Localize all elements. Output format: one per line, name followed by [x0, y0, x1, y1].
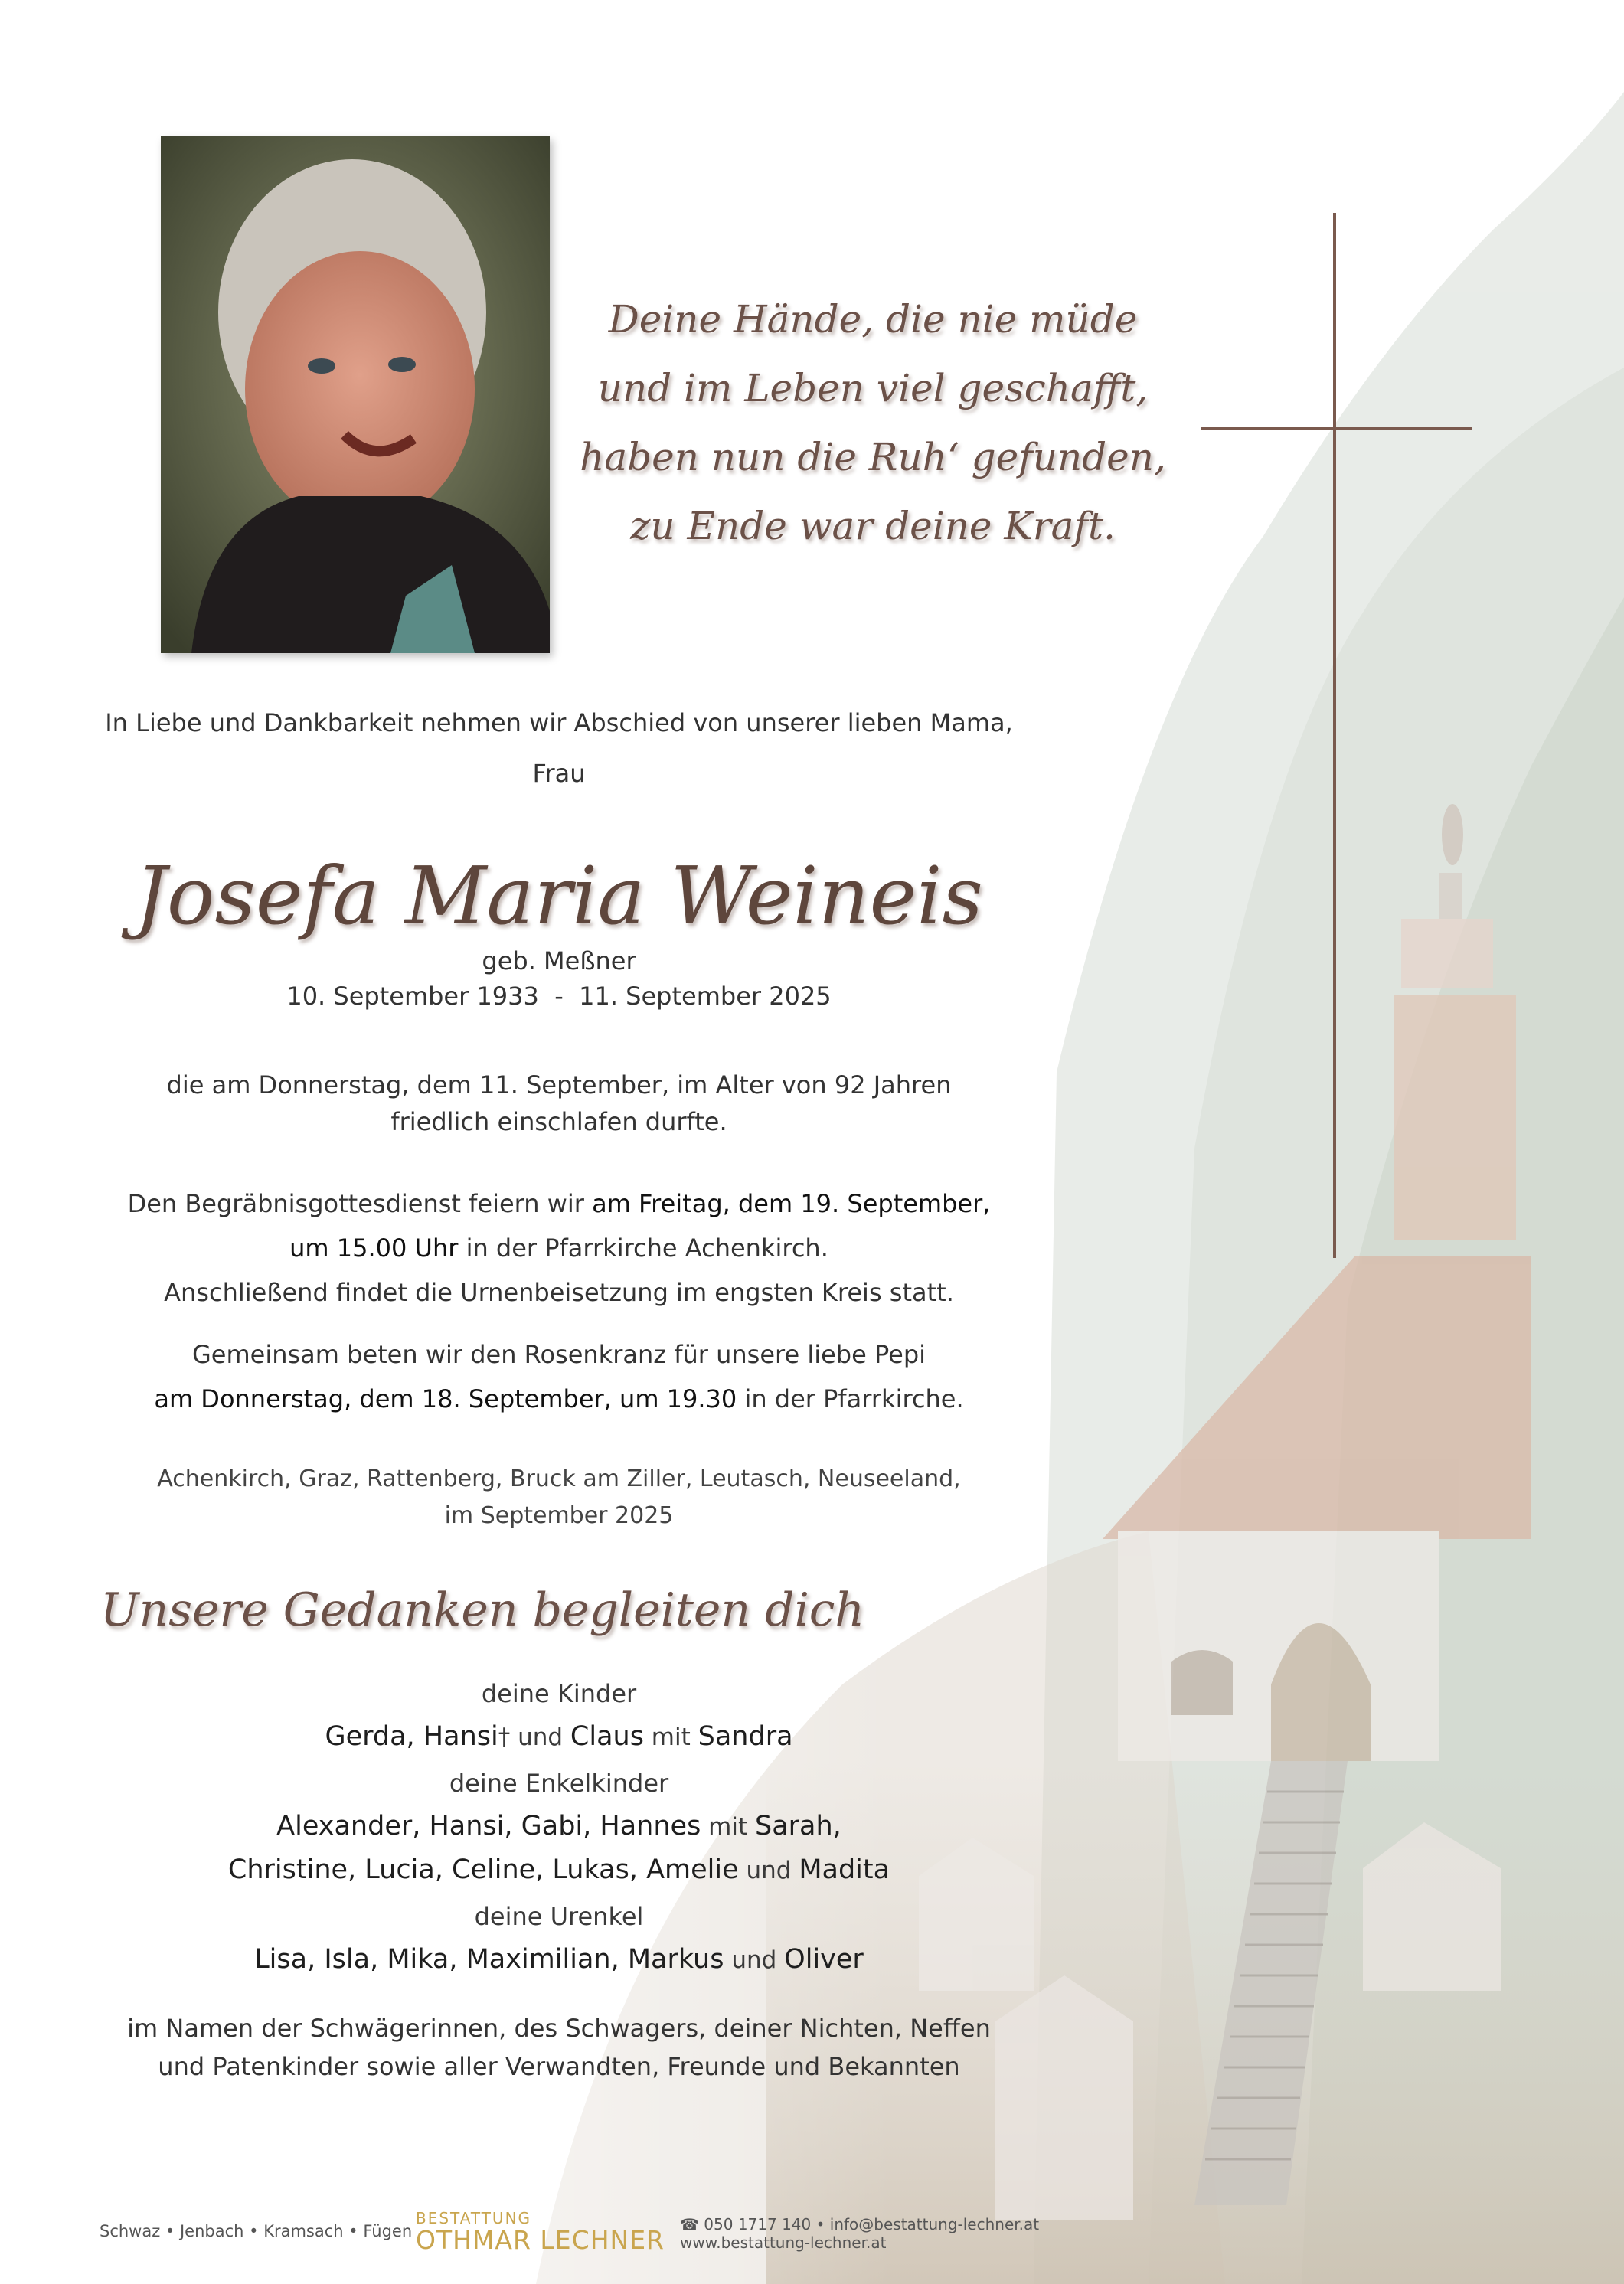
poem-line-3: haben nun die Ruh‘ gefunden, — [580, 435, 1166, 479]
rosary-date: am Donnerstag, dem 18. September, um 19.30 — [154, 1384, 737, 1413]
poem-line-2: und im Leben viel geschafft, — [597, 366, 1149, 410]
funeral-intro: Den Begräbnisgottesdienst feiern wir — [127, 1189, 593, 1218]
children-names-part2: Claus — [570, 1721, 644, 1752]
relatives-line-2: und Patenkinder sowie aller Verwandten, Freunde und Bekannten — [158, 2052, 960, 2081]
funeral-line-2 — [77, 1226, 1041, 1270]
website-link[interactable]: www.bestattung-lechner.at — [680, 2233, 887, 2252]
rosary-location: in der Pfarrkirche. — [737, 1384, 964, 1413]
poem-line-4: zu Ende war deine Kraft. — [630, 504, 1116, 548]
memorial-cross-vertical — [1333, 213, 1336, 1258]
contact-line-1 — [680, 2215, 1039, 2233]
phone-number: 050 1717 140 — [704, 2215, 812, 2233]
poem-line-1: Deine Hände, die nie müde — [608, 297, 1138, 341]
children-names — [77, 1715, 1041, 1759]
contact — [680, 2215, 1039, 2252]
children-names-part3: Sandra — [698, 1721, 793, 1752]
grandchildren-label: deine Enkelkinder — [449, 1769, 669, 1798]
funeral-time: um 15.00 Uhr — [289, 1233, 459, 1263]
conjunction-und: und — [510, 1724, 570, 1751]
grandchildren-part4: Madita — [799, 1854, 890, 1885]
conjunction-und: und — [738, 1857, 799, 1884]
brand-top: BESTATTUNG — [416, 2209, 532, 2227]
place-date — [77, 1461, 1041, 1534]
email-link[interactable]: info@bestattung-lechner.at — [829, 2215, 1040, 2233]
birth-info — [77, 943, 1041, 1014]
death-line-2: friedlich einschlafen durfte. — [390, 1107, 727, 1136]
latin-cross-icon: † — [498, 1724, 511, 1751]
conjunction-mit: mit — [701, 1813, 755, 1841]
place-line: Achenkirch, Graz, Rattenberg, Bruck am Ziller, Leutasch, Neuseeland, — [157, 1465, 961, 1492]
separator: • — [815, 2215, 825, 2233]
great-grandchildren-part2: Oliver — [784, 1944, 864, 1975]
death-line-1: die am Donnerstag, dem 11. September, im Alter von 92 Jahren — [166, 1070, 952, 1100]
funeral-line-1 — [77, 1181, 1041, 1226]
funeral-date: am Freitag, dem 19. September, — [592, 1189, 991, 1218]
mourners-list — [77, 1672, 1041, 2086]
rosary-line-2 — [77, 1377, 1041, 1421]
great-grandchildren-part1: Lisa, Isla, Mika, Maximilian, Markus — [254, 1944, 724, 1975]
children-names-part1: Gerda, Hansi — [325, 1721, 498, 1752]
funeral-line-3: Anschließend findet die Urnenbeisetzung im engsten Kreis statt. — [164, 1278, 954, 1307]
children-label: deine Kinder — [481, 1679, 637, 1708]
portrait-photo — [161, 136, 550, 653]
salutation: Frau — [532, 759, 586, 788]
brand-main: OTHMAR LECHNER — [416, 2225, 665, 2255]
memorial-cross-horizontal — [1201, 427, 1472, 430]
funeral-info — [77, 1181, 1041, 1315]
life-dates: 10. September 1933 - 11. September 2025 — [286, 982, 832, 1011]
death-text — [77, 1067, 1041, 1140]
funeral-location: in der Pfarrkirche Achenkirch. — [458, 1233, 828, 1263]
footer-locations: Schwaz • Jenbach • Kramsach • Fügen — [100, 2222, 413, 2240]
birth-name: geb. Meßner — [482, 946, 636, 975]
grandchildren-part2: Sarah, — [755, 1811, 841, 1841]
mourners-heading: Unsere Gedanken begleiten dich — [100, 1583, 864, 1637]
phone-icon: ☎ — [680, 2215, 699, 2233]
great-grandchildren-names — [77, 1938, 1041, 1982]
deceased-name: Josefa Maria Weineis — [135, 849, 983, 943]
poem — [567, 285, 1179, 560]
intro — [77, 704, 1041, 792]
relatives-line-1: im Namen der Schwägerinnen, des Schwagers, deiner Nichten, Neffen — [127, 2014, 991, 2043]
conjunction-und: und — [724, 1946, 785, 1974]
grandchildren-names-2 — [77, 1848, 1041, 1892]
intro-line: In Liebe und Dankbarkeit nehmen wir Abschied von unserer lieben Mama, — [105, 708, 1013, 737]
grandchildren-part1: Alexander, Hansi, Gabi, Hannes — [276, 1811, 701, 1841]
brand-logo — [416, 2210, 665, 2254]
relatives — [77, 2009, 1041, 2086]
conjunction-mit: mit — [643, 1724, 698, 1751]
rosary-info — [77, 1332, 1041, 1421]
date-line: im September 2025 — [444, 1502, 674, 1529]
rosary-line-1: Gemeinsam beten wir den Rosenkranz für unsere liebe Pepi — [191, 1340, 926, 1369]
great-grandchildren-label: deine Urenkel — [474, 1902, 644, 1931]
grandchildren-names-1 — [77, 1805, 1041, 1848]
grandchildren-part3: Christine, Lucia, Celine, Lukas, Amelie — [227, 1854, 739, 1885]
